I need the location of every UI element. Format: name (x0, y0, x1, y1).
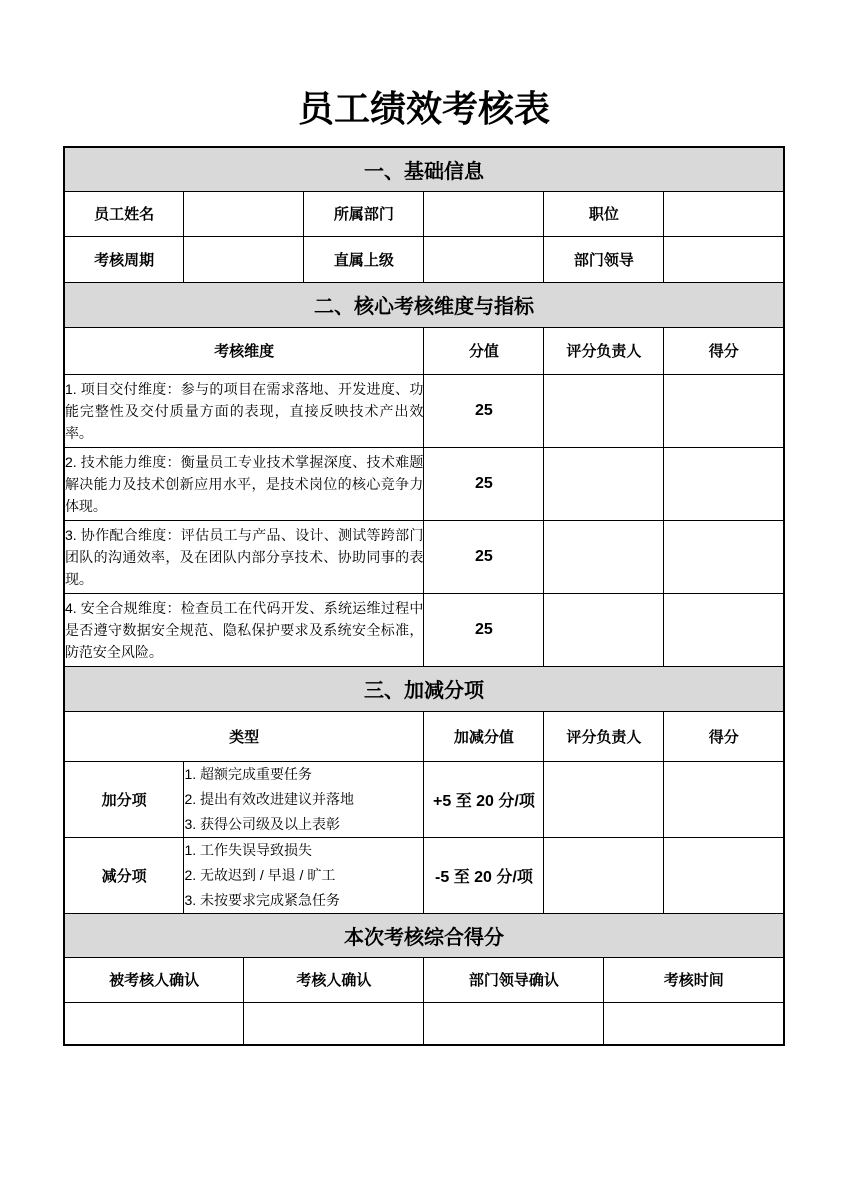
section-header-adjust-items: 三、加减分项 (64, 666, 784, 711)
department-leader-input-cell[interactable] (664, 236, 784, 282)
column-header-scorer: 评分负责人 (544, 711, 664, 761)
dimension-score-cell[interactable] (664, 593, 784, 666)
dimension-score-cell[interactable] (664, 520, 784, 593)
column-header-reviewee-confirm: 被考核人确认 (64, 957, 244, 1002)
department-leader-label: 部门领导 (544, 236, 664, 282)
direct-supervisor-input-cell[interactable] (424, 236, 544, 282)
column-header-score: 得分 (664, 711, 784, 761)
dimension-scorer-cell[interactable] (544, 374, 664, 447)
section-header-core-dimensions: 二、核心考核维度与指标 (64, 282, 784, 327)
leader-confirm-cell[interactable] (424, 1002, 604, 1045)
review-date-cell[interactable] (604, 1002, 784, 1045)
column-header-scorer: 评分负责人 (544, 327, 664, 374)
employee-name-input-cell[interactable] (184, 191, 304, 236)
dimension-description: 2. 技术能力维度：衡量员工专业技术掌握深度、技术难题解决能力及技术创新应用水平，是技术岗位的核心竞争力体现。 (64, 447, 424, 520)
section-header-final-score: 本次考核综合得分 (64, 913, 784, 957)
column-header-type: 类型 (64, 711, 424, 761)
dimension-score-cell[interactable] (664, 447, 784, 520)
column-header-points: 分值 (424, 327, 544, 374)
column-header-review-date: 考核时间 (604, 957, 784, 1002)
bonus-points-range: +5 至 20 分/项 (424, 761, 544, 837)
review-period-input-cell[interactable] (184, 236, 304, 282)
column-header-dimension: 考核维度 (64, 327, 424, 374)
column-header-leader-confirm: 部门领导确认 (424, 957, 604, 1002)
section-header-basic-info: 一、基础信息 (64, 147, 784, 191)
dimension-points: 25 (424, 447, 544, 520)
deduction-item: 3. 未按要求完成紧急任务 (184, 891, 341, 908)
deduction-item: 1. 工作失误导致损失 (184, 841, 313, 858)
page-title: 员工绩效考核表 (297, 88, 550, 129)
dimension-points: 25 (424, 520, 544, 593)
employee-name-label: 员工姓名 (64, 191, 184, 236)
bonus-item: 2. 提出有效改进建议并落地 (184, 790, 355, 807)
dimension-description: 1. 项目交付维度：参与的项目在需求落地、开发进度、功能完整性及交付质量方面的表现，直接反映技术产出效率。 (64, 374, 424, 447)
dimension-points: 25 (424, 593, 544, 666)
column-header-score: 得分 (664, 327, 784, 374)
dimension-scorer-cell[interactable] (544, 447, 664, 520)
department-input-cell[interactable] (424, 191, 544, 236)
deduction-item: 2. 无故迟到 / 早退 / 旷工 (184, 866, 336, 883)
reviewer-confirm-cell[interactable] (244, 1002, 424, 1045)
column-header-adjust-points: 加减分值 (424, 711, 544, 761)
dimension-scorer-cell[interactable] (544, 520, 664, 593)
deduction-scorer-cell[interactable] (544, 837, 664, 913)
dimension-description: 3. 协作配合维度：评估员工与产品、设计、测试等跨部门团队的沟通效率，及在团队内部分享技术、协助同事的表现。 (64, 520, 424, 593)
position-input-cell[interactable] (664, 191, 784, 236)
dimension-scorer-cell[interactable] (544, 593, 664, 666)
bonus-type-label: 加分项 (64, 761, 184, 837)
deduction-score-cell[interactable] (664, 837, 784, 913)
dimension-score-cell[interactable] (664, 374, 784, 447)
reviewee-confirm-cell[interactable] (64, 1002, 244, 1045)
bonus-scorer-cell[interactable] (544, 761, 664, 837)
department-label: 所属部门 (304, 191, 424, 236)
dimension-points: 25 (424, 374, 544, 447)
review-period-label: 考核周期 (64, 236, 184, 282)
bonus-item: 3. 获得公司级及以上表彰 (184, 815, 341, 832)
deduction-points-range: -5 至 20 分/项 (424, 837, 544, 913)
dimension-description: 4. 安全合规维度：检查员工在代码开发、系统运维过程中是否遵守数据安全规范、隐私保护要求及系统安全标准，防范安全风险。 (64, 593, 424, 666)
bonus-items-list (184, 761, 424, 837)
direct-supervisor-label: 直属上级 (304, 236, 424, 282)
position-label: 职位 (544, 191, 664, 236)
deduction-items-list (184, 837, 424, 913)
bonus-score-cell[interactable] (664, 761, 784, 837)
bonus-item: 1. 超额完成重要任务 (184, 765, 313, 782)
performance-review-table (63, 146, 785, 1046)
column-header-reviewer-confirm: 考核人确认 (244, 957, 424, 1002)
deduction-type-label: 减分项 (64, 837, 184, 913)
